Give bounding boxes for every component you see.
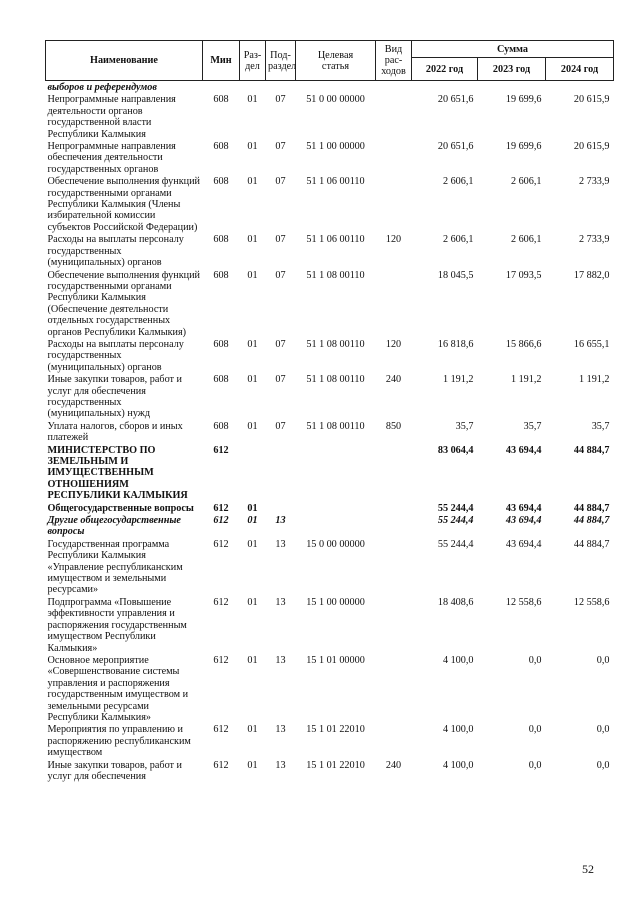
cell-target: 51 1 00 00000 (306, 141, 365, 153)
cell-2023: 2 606,1 (510, 176, 542, 188)
cell-name: Уплата налогов, сборов и иных платежей (47, 420, 183, 444)
cell-min: 612 (213, 596, 229, 608)
cell-podrazdel: 07 (275, 234, 286, 246)
cell-podrazdel: 07 (275, 141, 286, 153)
cell-podrazdel: 07 (275, 374, 286, 386)
cell-2024: 35,7 (591, 420, 610, 432)
cell-2023: 0,0 (528, 654, 542, 666)
cell-podrazdel (266, 81, 296, 94)
cell-razdel: 01 (247, 420, 258, 432)
cell-2024: 12 558,6 (573, 596, 610, 608)
table-row (46, 373, 614, 420)
table-row (46, 502, 614, 514)
header-2022: 2022 год (412, 58, 478, 81)
table-row (46, 338, 614, 373)
cell-expense-type: 850 (385, 420, 402, 432)
cell-razdel: 01 (247, 234, 258, 246)
cell-2023: 17 093,5 (505, 269, 542, 281)
cell-razdel (240, 81, 266, 94)
cell-expense-type (376, 269, 412, 338)
table-row (46, 654, 614, 723)
cell-expense-type (376, 140, 412, 175)
table-row (46, 759, 614, 783)
cell-expense-type: 120 (385, 338, 402, 350)
cell-target: 51 1 08 00110 (306, 420, 365, 432)
cell-min: 612 (213, 538, 229, 550)
cell-2022: 83 064,4 (437, 444, 474, 456)
cell-name: Непрограммные направления обеспечения деятельности государственных органов (47, 141, 176, 175)
cell-podrazdel: 07 (275, 269, 286, 281)
cell-2024: 44 884,7 (573, 502, 610, 514)
cell-2024: 20 615,9 (573, 94, 610, 106)
cell-podrazdel: 13 (275, 596, 286, 608)
cell-2023: 0,0 (528, 759, 542, 771)
table-row (46, 420, 614, 444)
cell-target (296, 81, 376, 94)
cell-2023: 1 191,2 (510, 374, 542, 386)
cell-target: 15 0 00 00000 (306, 538, 365, 550)
table-body (46, 81, 614, 783)
cell-min: 612 (213, 502, 229, 514)
cell-podrazdel: 13 (275, 654, 286, 666)
cell-min: 612 (213, 724, 229, 736)
cell-name: Мероприятия по управлению и распоряжению республиканским имуществом (47, 724, 191, 759)
cell-expense-type: 240 (385, 759, 402, 771)
cell-min: 608 (213, 269, 229, 281)
cell-2023: 19 699,6 (505, 94, 542, 106)
cell-2022: 2 606,1 (442, 176, 474, 188)
cell-2022: 16 818,6 (437, 338, 474, 350)
header-target: Целевая статья (296, 41, 376, 81)
cell-target: 51 1 08 00110 (306, 269, 365, 281)
cell-expense-type (376, 654, 412, 723)
cell-name: Государственная программа Республики Калмыкия «Управление республиканским имуществом и земельными ресурсами» (47, 538, 183, 596)
table-row (46, 233, 614, 268)
table-row (46, 538, 614, 596)
cell-podrazdel: 13 (275, 515, 286, 527)
cell-target (296, 502, 376, 514)
cell-name: Обеспечение выполнения функций государственными органами Республики Калмыкия (Обеспечение деятельности отдельных государственных органов Республики Калмыкия) (47, 269, 200, 338)
cell-2024: 2 733,9 (578, 234, 610, 246)
cell-expense-type (376, 175, 412, 233)
table-row (46, 81, 614, 94)
cell-min: 612 (213, 654, 229, 666)
cell-expense-type (376, 538, 412, 596)
table-row (46, 444, 614, 502)
cell-podrazdel: 07 (275, 420, 286, 432)
cell-podrazdel (266, 502, 296, 514)
cell-podrazdel: 07 (275, 176, 286, 188)
cell-name: Расходы на выплаты персоналу государственных (муниципальных) органов (47, 234, 184, 269)
table-row (46, 514, 614, 538)
cell-target: 15 1 01 22010 (306, 724, 365, 736)
header-name: Наименование (46, 41, 203, 81)
header-razdel: Раз- дел (240, 41, 266, 81)
cell-2022: 4 100,0 (442, 654, 474, 666)
cell-podrazdel: 13 (275, 724, 286, 736)
cell-target (296, 444, 376, 502)
cell-2023 (478, 81, 546, 94)
cell-podrazdel: 07 (275, 338, 286, 350)
cell-min: 608 (213, 234, 229, 246)
cell-name: Иные закупки товаров, работ и услуг для обеспечения (47, 759, 182, 782)
cell-name: Расходы на выплаты персоналу государственных (муниципальных) органов (47, 338, 184, 373)
cell-razdel (240, 444, 266, 502)
cell-razdel: 01 (247, 515, 258, 527)
cell-razdel: 01 (247, 654, 258, 666)
cell-2023: 12 558,6 (505, 596, 542, 608)
cell-2023: 43 694,4 (505, 538, 542, 550)
table-row (46, 269, 614, 338)
cell-2023: 2 606,1 (510, 234, 542, 246)
cell-2022: 18 045,5 (437, 269, 474, 281)
cell-2022: 55 244,4 (437, 502, 474, 514)
cell-2022: 55 244,4 (437, 515, 474, 527)
cell-2023: 0,0 (528, 724, 542, 736)
cell-2023: 43 694,4 (505, 444, 542, 456)
cell-name: Основное мероприятие «Совершенствование системы управления и распоряжения государственным имуществом и земельными ресурсами Республики Калмыкия» (47, 654, 189, 723)
cell-razdel: 01 (247, 141, 258, 153)
cell-expense-type (376, 502, 412, 514)
header-expense-type: Вид рас- ходов (376, 41, 412, 81)
cell-expense-type (376, 93, 412, 140)
table-row (46, 140, 614, 175)
cell-2022: 55 244,4 (437, 538, 474, 550)
cell-2024: 20 615,9 (573, 141, 610, 153)
cell-razdel: 01 (247, 338, 258, 350)
header-podrazdel: Под- раздел (266, 41, 296, 81)
cell-name: Общегосударственные вопросы (47, 502, 194, 514)
budget-table (45, 40, 614, 782)
cell-target: 51 1 08 00110 (306, 338, 365, 350)
header-2023: 2023 год (478, 58, 546, 81)
cell-expense-type (376, 596, 412, 654)
cell-podrazdel: 13 (275, 538, 286, 550)
cell-2023: 43 694,4 (505, 515, 542, 527)
cell-2024: 44 884,7 (573, 538, 610, 550)
cell-2024: 44 884,7 (573, 444, 610, 456)
cell-2023: 35,7 (523, 420, 542, 432)
cell-expense-type: 240 (385, 374, 402, 386)
cell-name: Другие общегосударственные вопросы (47, 515, 181, 538)
cell-min: 608 (213, 94, 229, 106)
cell-target: 51 0 00 00000 (306, 94, 365, 106)
cell-2022: 35,7 (455, 420, 474, 432)
cell-2022: 2 606,1 (442, 234, 474, 246)
cell-razdel: 01 (247, 94, 258, 106)
header-sum: Сумма (412, 41, 614, 58)
table-row (46, 93, 614, 140)
cell-name: Непрограммные направления деятельности органов государственной власти Республики Калмыкия (47, 94, 176, 140)
cell-razdel: 01 (247, 502, 258, 514)
cell-2022: 4 100,0 (442, 759, 474, 771)
cell-min: 608 (213, 176, 229, 188)
cell-expense-type (376, 514, 412, 538)
cell-min: 608 (213, 420, 229, 432)
cell-expense-type: 120 (385, 234, 402, 246)
page-number: 52 (582, 862, 594, 876)
cell-razdel: 01 (247, 374, 258, 386)
cell-razdel: 01 (247, 759, 258, 771)
cell-min: 608 (213, 374, 229, 386)
cell-2024: 0,0 (596, 724, 610, 736)
cell-target: 51 1 08 00110 (306, 374, 365, 386)
cell-2022 (412, 81, 478, 94)
header-2024: 2024 год (546, 58, 614, 81)
cell-target (296, 514, 376, 538)
cell-target: 15 1 01 22010 (306, 759, 365, 771)
cell-2022: 4 100,0 (442, 724, 474, 736)
cell-razdel: 01 (247, 269, 258, 281)
cell-name: Подпрограмма «Повышение эффективности управления и распоряжения государственным имуществом Республики Калмыкия» (47, 596, 187, 654)
cell-target: 51 1 06 00110 (306, 234, 365, 246)
cell-expense-type (376, 723, 412, 758)
cell-min: 612 (213, 515, 229, 527)
cell-target: 51 1 06 00110 (306, 176, 365, 188)
cell-name: Обеспечение выполнения функций государственными органами Республики Калмыкия (Члены избирательной комиссии субъектов Российской Федерации) (47, 176, 200, 233)
table-row (46, 723, 614, 758)
cell-2023: 19 699,6 (505, 141, 542, 153)
cell-min: 608 (213, 338, 229, 350)
cell-2024: 17 882,0 (573, 269, 610, 281)
cell-razdel: 01 (247, 724, 258, 736)
table-row (46, 175, 614, 233)
cell-razdel: 01 (247, 176, 258, 188)
cell-razdel: 01 (247, 538, 258, 550)
cell-2024: 1 191,2 (578, 374, 610, 386)
cell-2024: 0,0 (596, 759, 610, 771)
cell-min: 612 (213, 444, 229, 456)
cell-2024: 2 733,9 (578, 176, 610, 188)
cell-podrazdel: 07 (275, 94, 286, 106)
cell-razdel: 01 (247, 596, 258, 608)
cell-min (203, 81, 240, 94)
cell-2024 (546, 81, 614, 94)
cell-min: 608 (213, 141, 229, 153)
cell-name: Иные закупки товаров, работ и услуг для обеспечения государственных (муниципальных) нужд (47, 374, 182, 420)
cell-2023: 43 694,4 (505, 502, 542, 514)
cell-min: 612 (213, 759, 229, 771)
cell-2024: 0,0 (596, 654, 610, 666)
cell-2024: 16 655,1 (573, 338, 610, 350)
cell-2022: 1 191,2 (442, 374, 474, 386)
cell-expense-type (376, 81, 412, 94)
cell-name: МИНИСТЕРСТВО ПО ЗЕМЕЛЬНЫМ И ИМУЩЕСТВЕННЫМ ОТНОШЕНИЯМ РЕСПУБЛИКИ КАЛМЫКИЯ (47, 444, 188, 502)
cell-name: выборов и референдумов (47, 82, 157, 93)
cell-2022: 18 408,6 (437, 596, 474, 608)
cell-target: 15 1 01 00000 (306, 654, 365, 666)
cell-expense-type (376, 444, 412, 502)
cell-2022: 20 651,6 (437, 141, 474, 153)
cell-2024: 44 884,7 (573, 515, 610, 527)
cell-2022: 20 651,6 (437, 94, 474, 106)
cell-podrazdel (266, 444, 296, 502)
cell-2023: 15 866,6 (505, 338, 542, 350)
table-row (46, 596, 614, 654)
header-min: Мин (203, 41, 240, 81)
cell-podrazdel: 13 (275, 759, 286, 771)
cell-target: 15 1 00 00000 (306, 596, 365, 608)
